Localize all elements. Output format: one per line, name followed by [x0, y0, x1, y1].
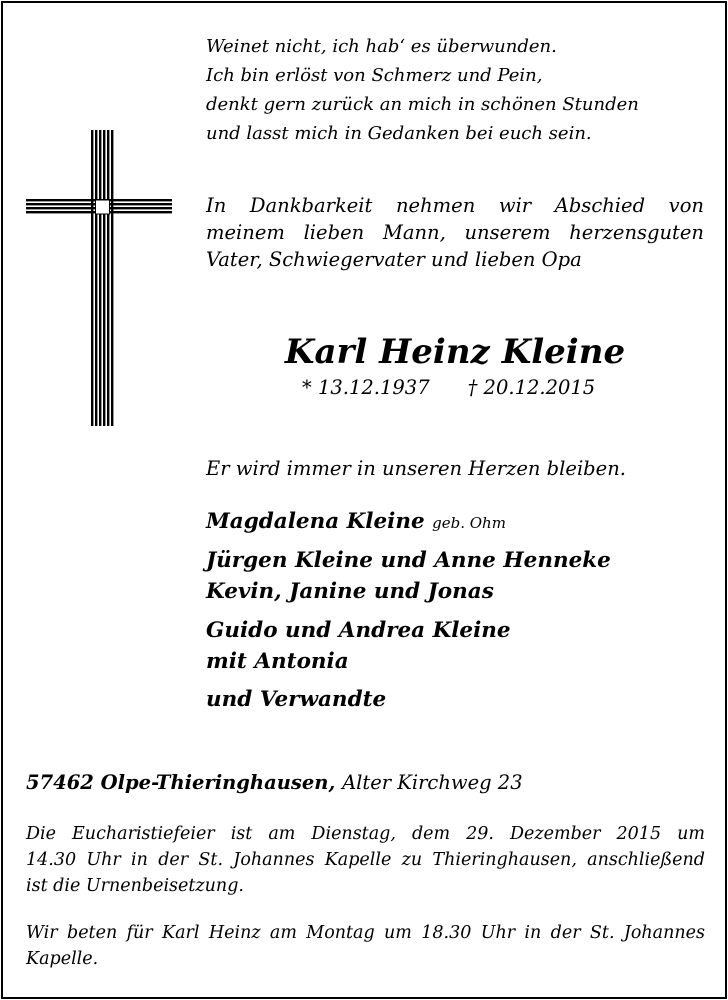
widow-name: Magdalena Kleine: [206, 509, 425, 534]
deceased-name: Karl Heinz Kleine: [284, 332, 626, 372]
prayer-line: Wir beten für Karl Heinz am Montag um 18.30 Uhr in der St. Johannes: [26, 923, 705, 943]
address: [26, 766, 523, 800]
farewell-intro: [206, 192, 704, 273]
address-street: Alter Kirchweg 23: [342, 771, 523, 794]
prayer-info: [26, 920, 705, 972]
family-member-line: [206, 505, 706, 540]
poem-line: Ich bin erlöst von Schmerz und Pein,: [206, 65, 543, 86]
family-member-line: Kevin, Janine und Jonas: [206, 579, 494, 604]
service-info: [26, 821, 705, 899]
family-member-line: mit Antonia: [206, 649, 349, 674]
intro-line: Vater, Schwiegervater und lieben Opa: [206, 248, 582, 271]
poem: [206, 32, 676, 148]
prayer-line: Kapelle.: [26, 949, 99, 969]
death-date: † 20.12.2015: [467, 376, 596, 399]
family-member-line: und Verwandte: [206, 687, 387, 712]
service-line: ist die Urnenbeisetzung.: [26, 876, 244, 896]
intro-line: meinem lieben Mann, unserem herzensguten: [206, 221, 704, 244]
poem-line: denkt gern zurück an mich in schönen Stunden: [206, 94, 639, 115]
remembrance-line: Er wird immer in unseren Herzen bleiben.: [206, 457, 626, 480]
birth-date: * 13.12.1937: [302, 376, 430, 399]
service-line: Die Eucharistiefeier ist am Dienstag, dem 29. Dezember 2015 um: [26, 824, 705, 844]
family-member-line: Guido und Andrea Kleine: [206, 618, 511, 643]
address-place: 57462 Olpe-Thieringhausen,: [26, 771, 336, 794]
poem-line: und lasst mich in Gedanken bei euch sein.: [206, 123, 592, 144]
poem-line: Weinet nicht, ich hab‘ es überwunden.: [206, 36, 557, 57]
family-member-line: Jürgen Kleine und Anne Henneke: [206, 548, 611, 573]
intro-line: In Dankbarkeit nehmen wir Abschied von: [206, 194, 704, 217]
maiden-name: geb. Ohm: [432, 514, 506, 532]
life-dates: [302, 374, 595, 402]
service-line: 14.30 Uhr in der St. Johannes Kapelle zu Thieringhausen, anschließend: [26, 850, 705, 870]
cross-icon: [26, 130, 176, 430]
